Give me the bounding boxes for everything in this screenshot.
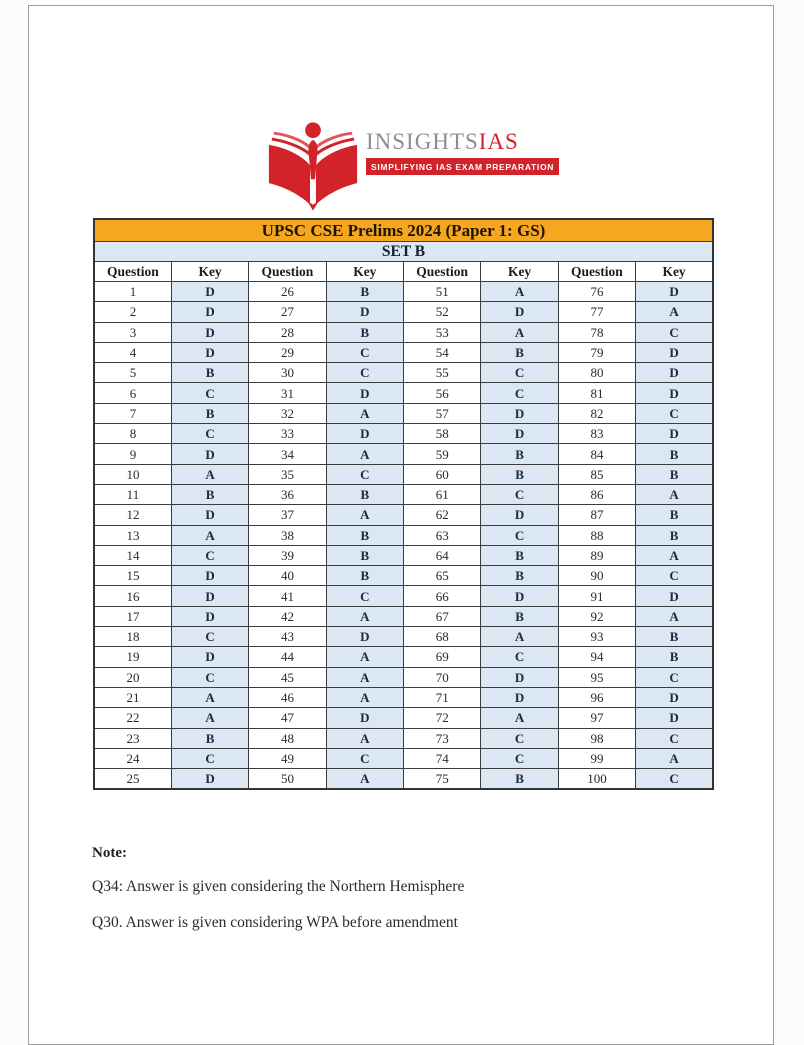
question-number-cell: 38 — [249, 525, 326, 545]
question-number-cell: 34 — [249, 444, 326, 464]
question-number-cell: 13 — [94, 525, 171, 545]
question-number-cell: 67 — [404, 606, 481, 626]
question-number-cell: 76 — [558, 282, 635, 302]
answer-key-cell: D — [326, 708, 403, 728]
question-number-cell: 63 — [404, 525, 481, 545]
answer-key-cell: A — [636, 484, 713, 504]
answer-key-cell: D — [171, 342, 248, 362]
answer-key-cell: B — [481, 566, 558, 586]
question-number-cell: 32 — [249, 403, 326, 423]
question-number-cell: 87 — [558, 505, 635, 525]
answer-key-cell: C — [636, 769, 713, 790]
answer-key-cell: A — [636, 748, 713, 768]
table-row — [94, 342, 713, 362]
table-row — [94, 403, 713, 423]
answer-key-cell: C — [481, 363, 558, 383]
column-header-question: Question — [94, 262, 171, 282]
answer-key-cell: B — [171, 484, 248, 504]
answer-key-cell: D — [481, 586, 558, 606]
question-number-cell: 100 — [558, 769, 635, 790]
question-number-cell: 16 — [94, 586, 171, 606]
question-number-cell: 10 — [94, 464, 171, 484]
question-number-cell: 36 — [249, 484, 326, 504]
question-number-cell: 23 — [94, 728, 171, 748]
question-number-cell: 39 — [249, 545, 326, 565]
answer-key-cell: A — [326, 606, 403, 626]
question-number-cell: 18 — [94, 627, 171, 647]
answer-key-cell: C — [171, 748, 248, 768]
answer-key-cell: D — [171, 302, 248, 322]
answer-key-cell: D — [481, 424, 558, 444]
question-number-cell: 15 — [94, 566, 171, 586]
question-number-cell: 41 — [249, 586, 326, 606]
answer-key-cell: D — [636, 383, 713, 403]
answer-key-cell: C — [481, 383, 558, 403]
answer-key-cell: A — [481, 627, 558, 647]
answer-key-cell: C — [481, 748, 558, 768]
question-number-cell: 97 — [558, 708, 635, 728]
question-number-cell: 4 — [94, 342, 171, 362]
question-number-cell: 72 — [404, 708, 481, 728]
answer-key-cell: A — [326, 769, 403, 790]
table-row — [94, 383, 713, 403]
answer-key-cell: A — [326, 505, 403, 525]
column-header-question: Question — [249, 262, 326, 282]
question-number-cell: 47 — [249, 708, 326, 728]
table-row — [94, 464, 713, 484]
question-number-cell: 66 — [404, 586, 481, 606]
answer-key-cell: D — [636, 342, 713, 362]
answer-key-cell: B — [481, 342, 558, 362]
question-number-cell: 83 — [558, 424, 635, 444]
answer-key-cell: C — [481, 728, 558, 748]
answer-key-cell: D — [636, 282, 713, 302]
answer-key-cell: D — [171, 444, 248, 464]
table-title-row — [94, 219, 713, 242]
question-number-cell: 56 — [404, 383, 481, 403]
answer-key-cell: B — [481, 444, 558, 464]
answer-key-cell: A — [481, 322, 558, 342]
question-number-cell: 84 — [558, 444, 635, 464]
answer-key-cell: D — [636, 586, 713, 606]
answer-key-cell: D — [326, 302, 403, 322]
answer-key-cell: B — [636, 525, 713, 545]
question-number-cell: 61 — [404, 484, 481, 504]
question-number-cell: 6 — [94, 383, 171, 403]
question-number-cell: 19 — [94, 647, 171, 667]
question-number-cell: 26 — [249, 282, 326, 302]
answer-key-cell: A — [326, 687, 403, 707]
table-row — [94, 667, 713, 687]
question-number-cell: 94 — [558, 647, 635, 667]
column-header-question: Question — [404, 262, 481, 282]
answer-key-cell: B — [326, 322, 403, 342]
column-header-key: Key — [481, 262, 558, 282]
answer-table-body — [94, 282, 713, 790]
table-row — [94, 363, 713, 383]
column-header-row — [94, 262, 713, 282]
question-number-cell: 54 — [404, 342, 481, 362]
answer-key-cell: B — [636, 627, 713, 647]
note-line-q30: Q30. Answer is given considering WPA before amendment — [92, 914, 458, 931]
table-title: UPSC CSE Prelims 2024 (Paper 1: GS) — [94, 219, 713, 242]
question-number-cell: 17 — [94, 606, 171, 626]
answer-key-cell: B — [481, 606, 558, 626]
question-number-cell: 74 — [404, 748, 481, 768]
question-number-cell: 60 — [404, 464, 481, 484]
question-number-cell: 64 — [404, 545, 481, 565]
answer-key-cell: C — [481, 525, 558, 545]
table-row — [94, 748, 713, 768]
answer-key-cell: D — [171, 505, 248, 525]
question-number-cell: 96 — [558, 687, 635, 707]
brand-name-insights: INSIGHTS — [366, 129, 479, 154]
table-row — [94, 282, 713, 302]
question-number-cell: 52 — [404, 302, 481, 322]
note-label: Note: — [92, 845, 127, 861]
question-number-cell: 27 — [249, 302, 326, 322]
question-number-cell: 91 — [558, 586, 635, 606]
answer-key-cell: D — [171, 322, 248, 342]
table-row — [94, 728, 713, 748]
answer-key-cell: D — [171, 586, 248, 606]
table-row — [94, 606, 713, 626]
insightsias-logo — [264, 118, 559, 212]
answer-key-cell: B — [636, 464, 713, 484]
answer-key-cell: A — [171, 687, 248, 707]
answer-key-cell: B — [326, 566, 403, 586]
set-label: SET B — [94, 242, 713, 262]
question-number-cell: 33 — [249, 424, 326, 444]
question-number-cell: 22 — [94, 708, 171, 728]
question-number-cell: 90 — [558, 566, 635, 586]
table-row — [94, 302, 713, 322]
table-row — [94, 444, 713, 464]
question-number-cell: 71 — [404, 687, 481, 707]
note-line-q34: Q34: Answer is given considering the Northern Hemisphere — [92, 878, 465, 895]
question-number-cell: 92 — [558, 606, 635, 626]
answer-key-cell: B — [481, 769, 558, 790]
question-number-cell: 80 — [558, 363, 635, 383]
question-number-cell: 57 — [404, 403, 481, 423]
answer-key-cell: C — [326, 342, 403, 362]
question-number-cell: 99 — [558, 748, 635, 768]
answer-key-cell: D — [636, 363, 713, 383]
question-number-cell: 82 — [558, 403, 635, 423]
question-number-cell: 86 — [558, 484, 635, 504]
answer-key-cell: C — [171, 627, 248, 647]
answer-key-cell: D — [481, 667, 558, 687]
question-number-cell: 35 — [249, 464, 326, 484]
answer-key-cell: C — [481, 647, 558, 667]
answer-key-cell: D — [636, 708, 713, 728]
question-number-cell: 55 — [404, 363, 481, 383]
answer-key-cell: C — [326, 586, 403, 606]
answer-key-cell: A — [326, 403, 403, 423]
answer-key-cell: C — [171, 667, 248, 687]
answer-key-cell: B — [171, 403, 248, 423]
answer-key-cell: C — [636, 403, 713, 423]
table-row — [94, 545, 713, 565]
question-number-cell: 81 — [558, 383, 635, 403]
table-row — [94, 627, 713, 647]
brand-name-ias: IAS — [478, 129, 519, 154]
answer-key-cell: B — [636, 444, 713, 464]
answer-key-cell: D — [171, 769, 248, 790]
table-row — [94, 687, 713, 707]
answer-key-cell: B — [636, 647, 713, 667]
answer-key-cell: C — [636, 667, 713, 687]
answer-key-cell: C — [326, 464, 403, 484]
question-number-cell: 29 — [249, 342, 326, 362]
question-number-cell: 69 — [404, 647, 481, 667]
brand-name — [366, 130, 559, 153]
question-number-cell: 20 — [94, 667, 171, 687]
answer-key-cell: C — [171, 383, 248, 403]
answer-key-cell: A — [636, 302, 713, 322]
column-header-key: Key — [636, 262, 713, 282]
set-label-row — [94, 242, 713, 262]
question-number-cell: 8 — [94, 424, 171, 444]
answer-key-cell: A — [171, 708, 248, 728]
question-number-cell: 40 — [249, 566, 326, 586]
question-number-cell: 62 — [404, 505, 481, 525]
table-row — [94, 708, 713, 728]
logo-tagline: SIMPLIFYING IAS EXAM PREPARATION — [366, 158, 559, 175]
question-number-cell: 11 — [94, 484, 171, 504]
question-number-cell: 37 — [249, 505, 326, 525]
question-number-cell: 43 — [249, 627, 326, 647]
answer-key-cell: A — [326, 444, 403, 464]
question-number-cell: 75 — [404, 769, 481, 790]
question-number-cell: 2 — [94, 302, 171, 322]
answer-key-cell: A — [326, 728, 403, 748]
answer-key-cell: D — [326, 424, 403, 444]
answer-key-cell: B — [326, 282, 403, 302]
answer-key-cell: D — [636, 687, 713, 707]
question-number-cell: 46 — [249, 687, 326, 707]
answer-key-cell: B — [481, 545, 558, 565]
question-number-cell: 85 — [558, 464, 635, 484]
question-number-cell: 53 — [404, 322, 481, 342]
answer-key-cell: B — [326, 484, 403, 504]
answer-key-cell: C — [171, 424, 248, 444]
note-section — [92, 845, 464, 950]
question-number-cell: 30 — [249, 363, 326, 383]
answer-key-cell: C — [326, 748, 403, 768]
answer-key-cell: A — [326, 647, 403, 667]
answer-key-cell: A — [481, 282, 558, 302]
answer-key-cell: A — [636, 545, 713, 565]
question-number-cell: 28 — [249, 322, 326, 342]
answer-key-cell: C — [636, 728, 713, 748]
answer-key-cell: D — [636, 424, 713, 444]
answer-key-cell: B — [171, 363, 248, 383]
answer-key-cell: B — [326, 545, 403, 565]
question-number-cell: 88 — [558, 525, 635, 545]
question-number-cell: 21 — [94, 687, 171, 707]
answer-key-cell: C — [636, 322, 713, 342]
table-row — [94, 586, 713, 606]
question-number-cell: 95 — [558, 667, 635, 687]
question-number-cell: 42 — [249, 606, 326, 626]
column-header-question: Question — [558, 262, 635, 282]
answer-key-cell: D — [481, 403, 558, 423]
answer-key-cell: A — [326, 667, 403, 687]
question-number-cell: 3 — [94, 322, 171, 342]
table-row — [94, 424, 713, 444]
answer-key-cell: B — [481, 464, 558, 484]
table-row — [94, 484, 713, 504]
question-number-cell: 93 — [558, 627, 635, 647]
question-number-cell: 65 — [404, 566, 481, 586]
logo-text-block — [366, 130, 559, 175]
open-book-person-icon — [264, 118, 362, 212]
question-number-cell: 51 — [404, 282, 481, 302]
question-number-cell: 5 — [94, 363, 171, 383]
table-row — [94, 505, 713, 525]
question-number-cell: 59 — [404, 444, 481, 464]
answer-key-cell: D — [481, 505, 558, 525]
answer-key-cell: D — [481, 687, 558, 707]
answer-key-cell: A — [636, 606, 713, 626]
question-number-cell: 7 — [94, 403, 171, 423]
answer-key-cell: D — [171, 606, 248, 626]
question-number-cell: 44 — [249, 647, 326, 667]
question-number-cell: 78 — [558, 322, 635, 342]
table-row — [94, 769, 713, 790]
answer-key-cell: C — [326, 363, 403, 383]
question-number-cell: 70 — [404, 667, 481, 687]
question-number-cell: 89 — [558, 545, 635, 565]
question-number-cell: 98 — [558, 728, 635, 748]
answer-key-cell: B — [171, 728, 248, 748]
answer-key-cell: C — [481, 484, 558, 504]
question-number-cell: 50 — [249, 769, 326, 790]
answer-key-cell: A — [171, 464, 248, 484]
question-number-cell: 68 — [404, 627, 481, 647]
question-number-cell: 12 — [94, 505, 171, 525]
question-number-cell: 14 — [94, 545, 171, 565]
question-number-cell: 48 — [249, 728, 326, 748]
answer-key-cell: B — [326, 525, 403, 545]
answer-key-cell: D — [171, 566, 248, 586]
question-number-cell: 45 — [249, 667, 326, 687]
column-header-key: Key — [171, 262, 248, 282]
question-number-cell: 77 — [558, 302, 635, 322]
question-number-cell: 9 — [94, 444, 171, 464]
question-number-cell: 58 — [404, 424, 481, 444]
answer-key-cell: D — [171, 282, 248, 302]
table-row — [94, 647, 713, 667]
table-row — [94, 322, 713, 342]
question-number-cell: 1 — [94, 282, 171, 302]
answer-key-cell: B — [636, 505, 713, 525]
answer-key-cell: A — [171, 525, 248, 545]
table-row — [94, 566, 713, 586]
question-number-cell: 79 — [558, 342, 635, 362]
answer-key-cell: D — [171, 647, 248, 667]
answer-key-cell: D — [326, 383, 403, 403]
column-header-key: Key — [326, 262, 403, 282]
answer-key-table — [93, 218, 714, 790]
answer-key-cell: A — [481, 708, 558, 728]
table-row — [94, 525, 713, 545]
answer-key-cell: D — [481, 302, 558, 322]
answer-key-cell: D — [326, 627, 403, 647]
answer-key-cell: C — [636, 566, 713, 586]
question-number-cell: 24 — [94, 748, 171, 768]
question-number-cell: 31 — [249, 383, 326, 403]
question-number-cell: 49 — [249, 748, 326, 768]
answer-key-cell: C — [171, 545, 248, 565]
question-number-cell: 73 — [404, 728, 481, 748]
question-number-cell: 25 — [94, 769, 171, 790]
